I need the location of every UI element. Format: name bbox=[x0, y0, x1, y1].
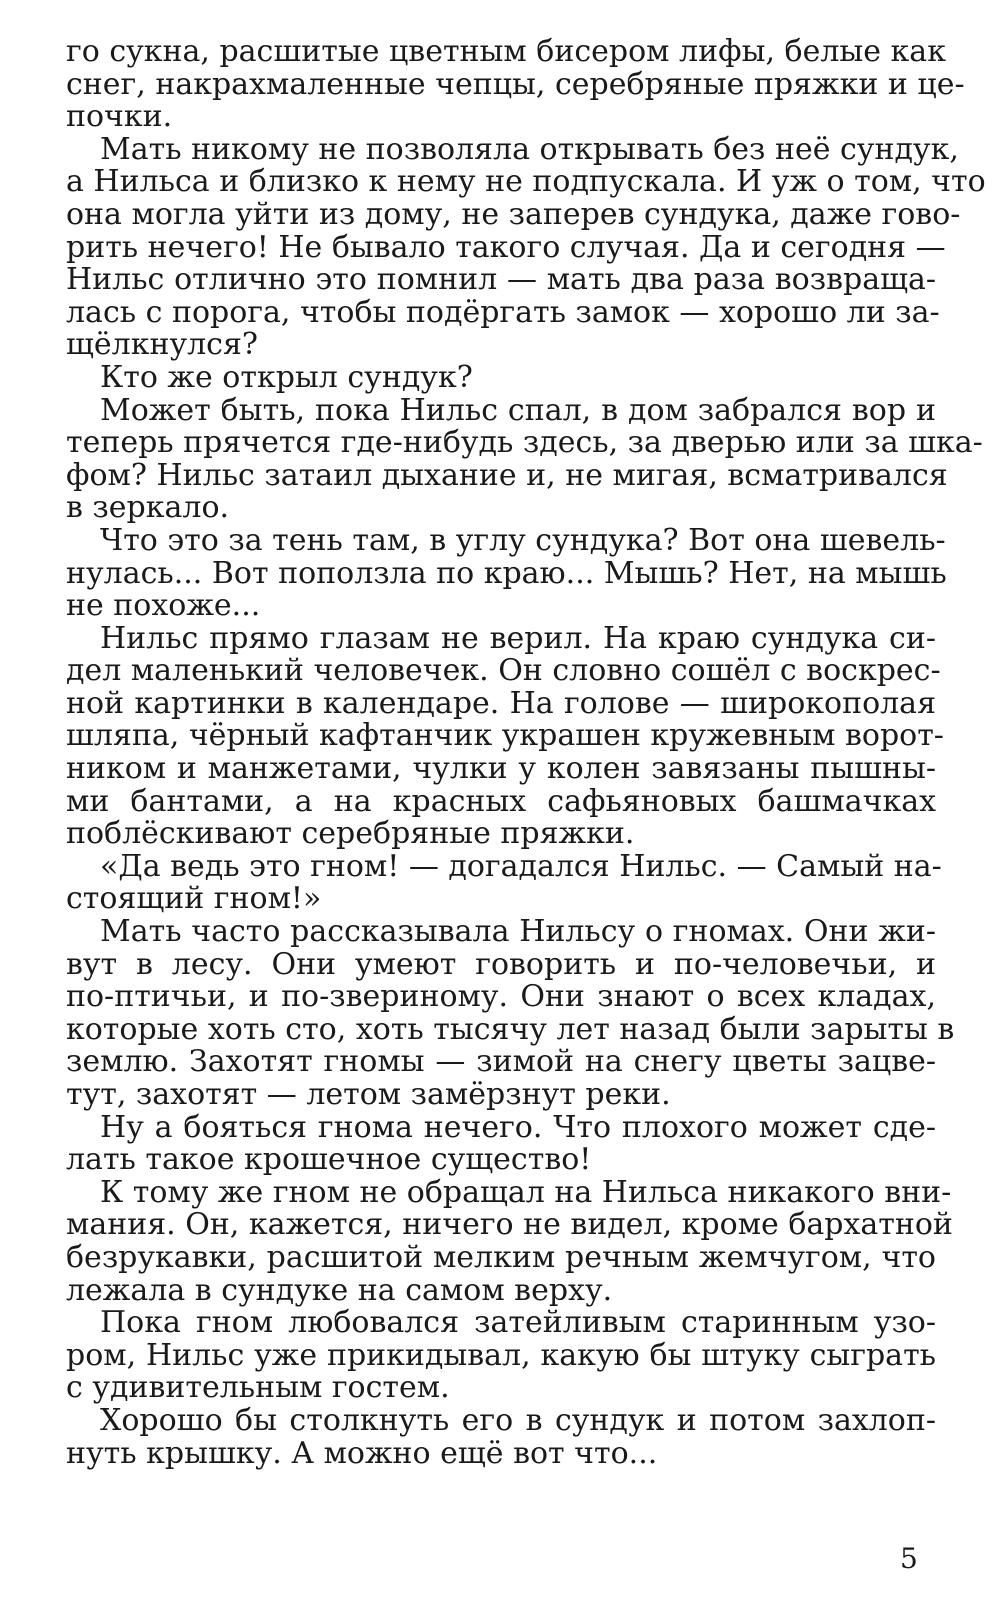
text-line: Что это за тень там, в углу сундука? Вот она шевель- bbox=[100, 522, 946, 558]
text-line: почки. bbox=[66, 99, 173, 135]
text-line: по-птичьи, и по-звериному. Они знают о всех кладах, bbox=[66, 979, 936, 1015]
text-line: тут, захотят — летом замёрзнут реки. bbox=[66, 1077, 671, 1112]
text-line: дел маленький человечек. Он словно сошёл с воскрес- bbox=[66, 653, 941, 689]
text-line: с удивительным гостем. bbox=[66, 1370, 450, 1406]
text-line: снег, накрахмаленные чепцы, серебряные пряжки и це- bbox=[66, 66, 965, 102]
text-line: Ну а бояться гнома нечего. Что плохого может сде- bbox=[100, 1109, 936, 1145]
text-line: мания. Он, кажется, ничего не видел, кроме бархатной bbox=[66, 1207, 953, 1243]
text-line: Хорошо бы столкнуть его в сундук и потом захлоп- bbox=[100, 1402, 936, 1438]
page-number: 5 bbox=[900, 1542, 918, 1575]
text-line: лежала в сундуке на самом верху. bbox=[66, 1272, 613, 1308]
text-line: ром, Нильс уже прикидывал, какую бы штуку сыграть bbox=[66, 1337, 936, 1373]
text-line: в зеркало. bbox=[66, 490, 230, 526]
text-line: нулась... Вот поползла по краю... Мышь? Нет, на мышь bbox=[66, 555, 947, 591]
text-line: Пока гном любовался затейливым старинным узо- bbox=[100, 1305, 936, 1341]
body-text bbox=[66, 34, 986, 1471]
text-line: Мать часто рассказывала Нильсу о гномах. Они жи- bbox=[100, 914, 936, 950]
text-line: поблёскивают серебряные пряжки. bbox=[66, 816, 635, 852]
text-line: Может быть, пока Нильс спал, в дом забрался вор и bbox=[100, 392, 936, 428]
text-line: щёлкнулся? bbox=[66, 327, 258, 363]
text-line: которые хоть сто, хоть тысячу лет назад были зарыты в bbox=[66, 1011, 955, 1047]
text-line: лать такое крошечное существо! bbox=[66, 1142, 592, 1178]
text-line: теперь прячется где-нибудь здесь, за дверью или за шка- bbox=[66, 425, 983, 461]
text-line: ником и манжетами, чулки у колен завязаны пышны- bbox=[66, 751, 936, 787]
text-line: лась с порога, чтобы подёргать замок — хорошо ли за- bbox=[66, 294, 940, 330]
text-line: го сукна, расшитые цветным бисером лифы, белые как bbox=[66, 34, 946, 69]
text-line: не похоже... bbox=[66, 588, 261, 624]
text-line: «Да ведь это гном! — догадался Нильс. — Самый на- bbox=[100, 848, 942, 884]
text-line: она могла уйти из дому, не заперев сундука, даже гово- bbox=[66, 196, 961, 232]
text-line: Мать никому не позволяла открывать без неё сундук, bbox=[100, 131, 959, 167]
text-line: а Нильса и близко к нему не подпускала. И уж о том, что bbox=[66, 164, 986, 200]
text-line: Кто же открыл сундук? bbox=[100, 359, 473, 395]
text-line: вут в лесу. Они умеют говорить и по-человечьи, и bbox=[66, 946, 936, 982]
text-line: Нильс прямо глазам не верил. На краю сундука си- bbox=[100, 620, 936, 656]
text-line: нуть крышку. А можно ещё вот что... bbox=[66, 1435, 658, 1471]
text-line: шляпа, чёрный кафтанчик украшен кружевным ворот- bbox=[66, 718, 944, 754]
text-line: ной картинки в календаре. На голове — широкополая bbox=[66, 685, 936, 721]
text-line: ми бантами, а на красных сафьяновых башмачках bbox=[66, 783, 936, 819]
text-line: К тому же гном не обращал на Нильса никакого вни- bbox=[100, 1174, 952, 1210]
text-line: безрукавки, расшитой мелким речным жемчугом, что bbox=[66, 1239, 936, 1275]
text-line: землю. Захотят гномы — зимой на снегу цветы зацве- bbox=[66, 1044, 936, 1080]
text-line: фом? Нильс затаил дыхание и, не мигая, всматривался bbox=[66, 457, 948, 493]
text-line: рить нечего! Не бывало такого случая. Да и сегодня — bbox=[66, 229, 946, 265]
text-line: стоящий гном!» bbox=[66, 881, 322, 917]
text-line: Нильс отлично это помнил — мать два раза возвраща- bbox=[66, 262, 936, 298]
